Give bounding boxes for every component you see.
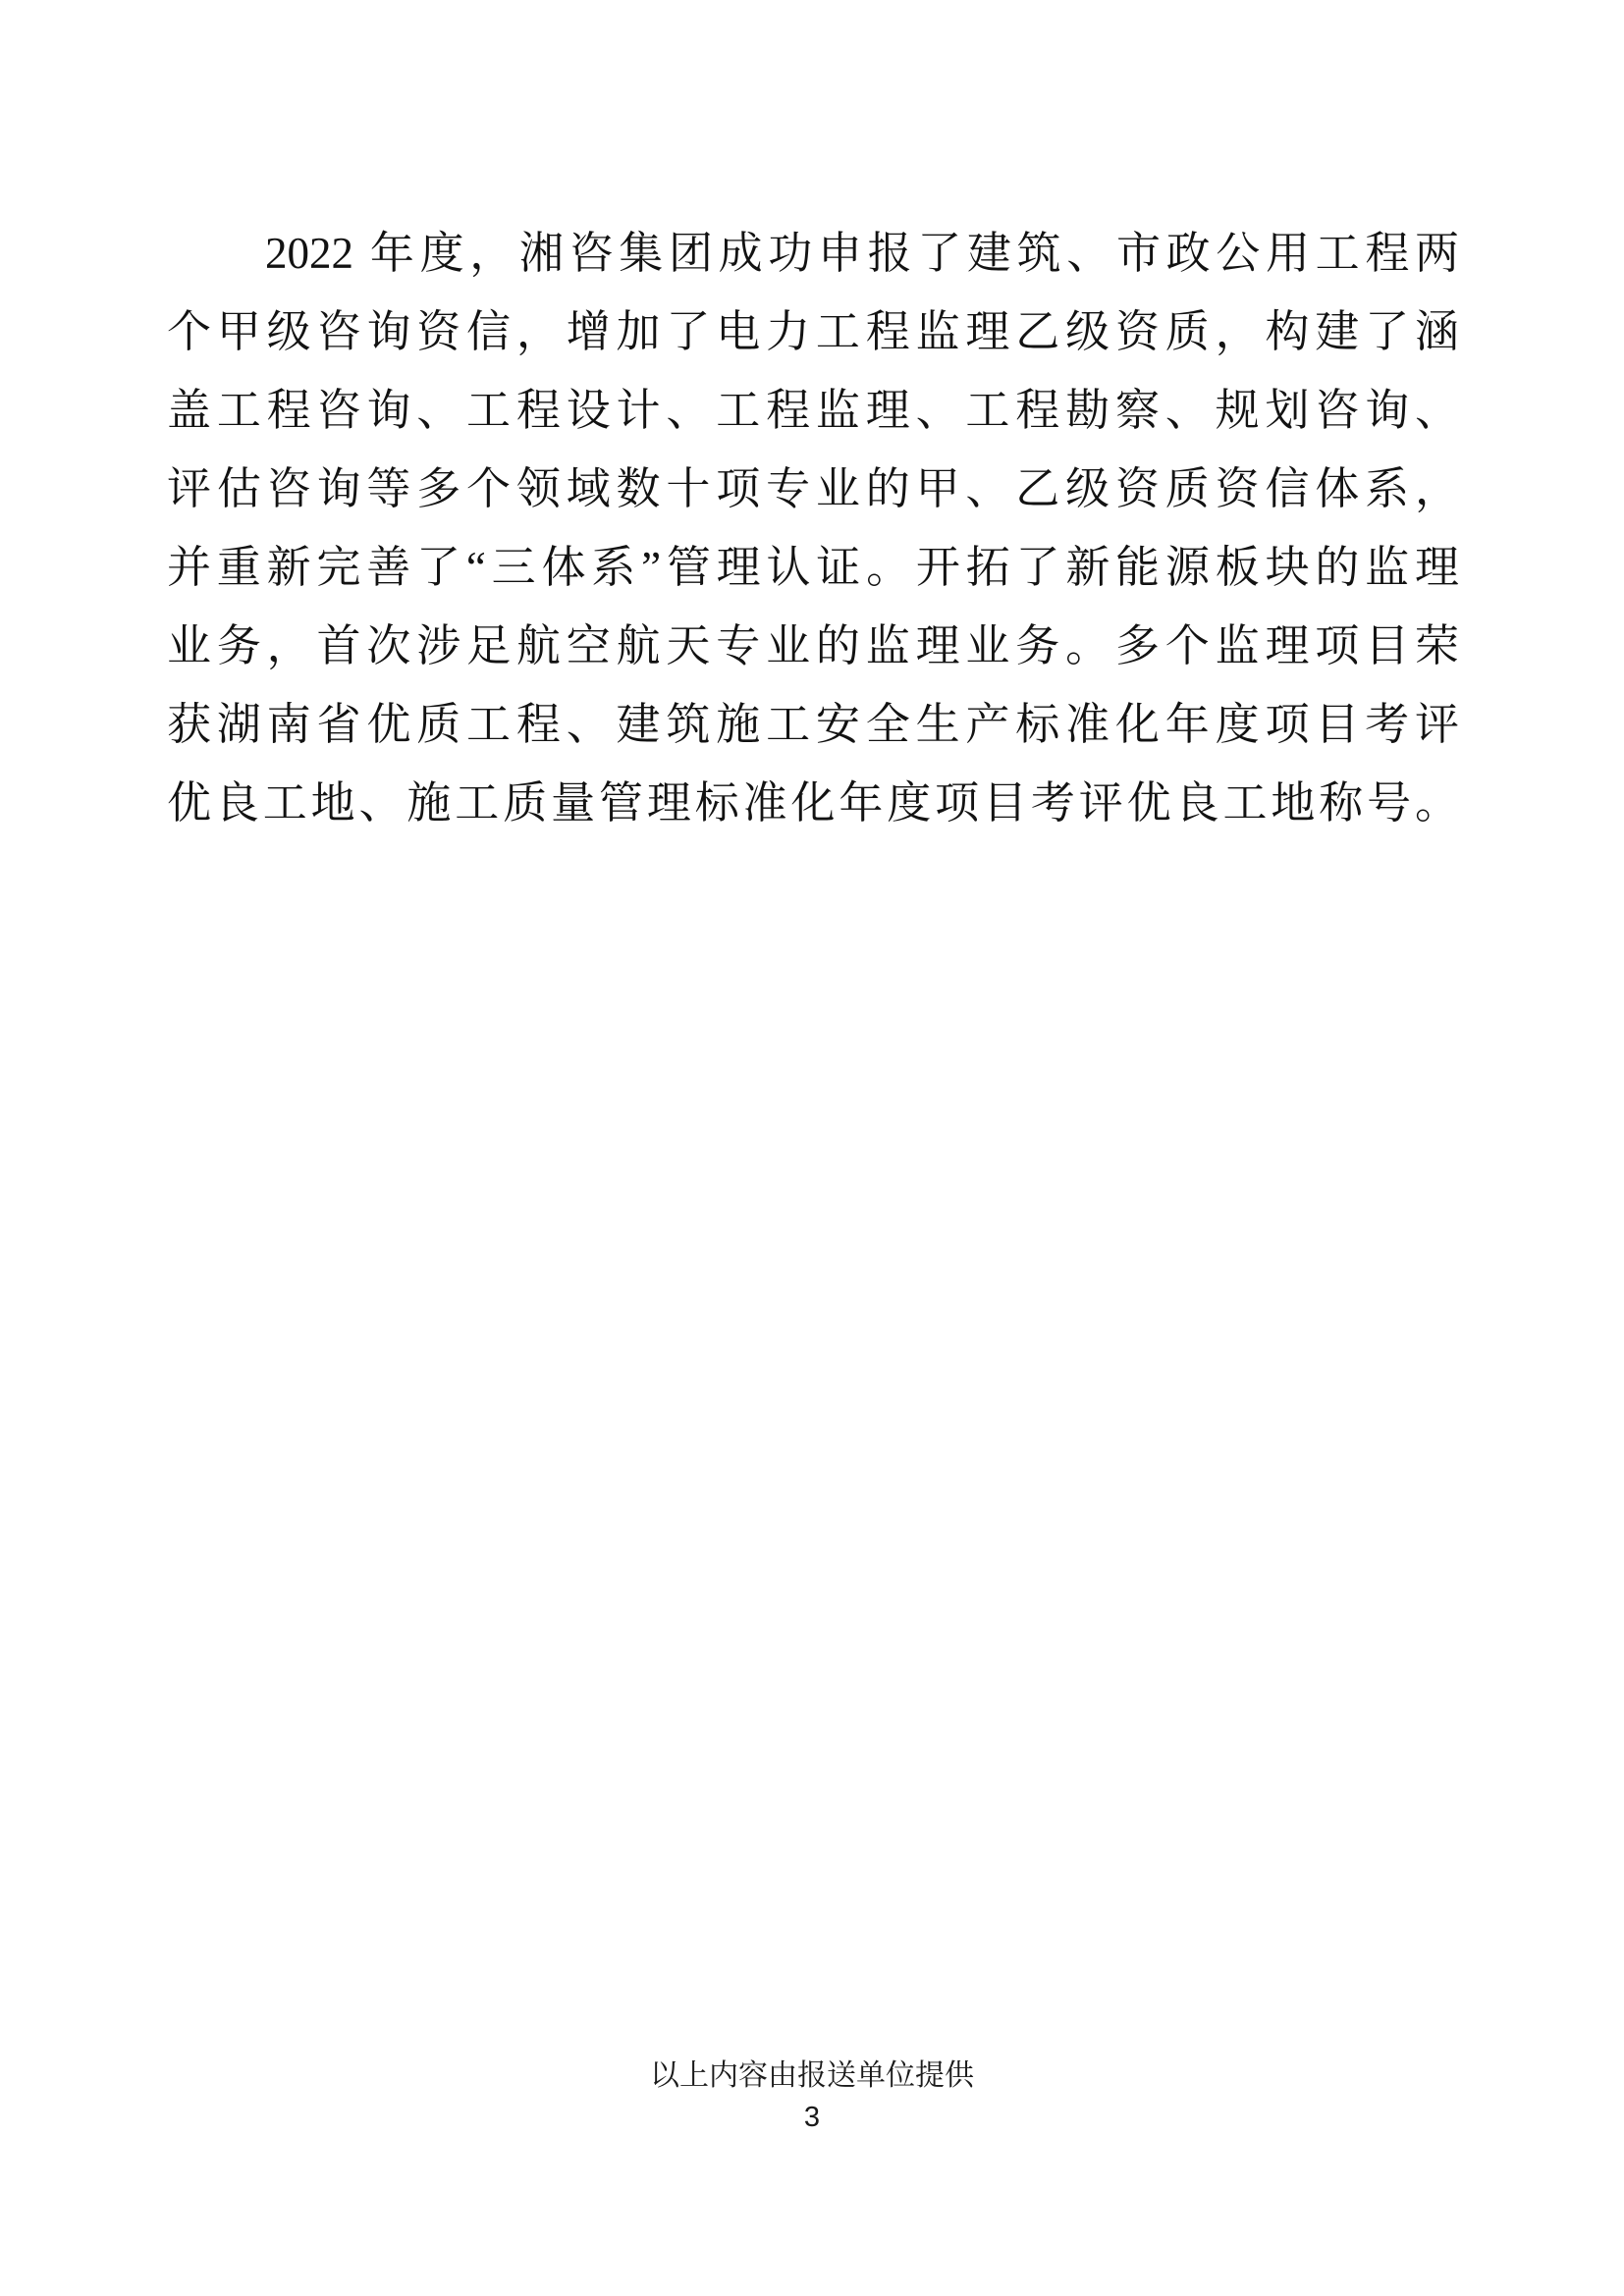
page-number: 3 <box>803 2102 821 2133</box>
paragraph-line: 盖工程咨询、工程设计、工程监理、工程勘察、规划咨询、 <box>167 386 1459 435</box>
paragraph-line: 个甲级咨询资信，增加了电力工程监理乙级资质，构建了涵 <box>167 307 1459 356</box>
paragraph-line: 评估咨询等多个领域数十项专业的甲、乙级资质资信体系， <box>167 464 1459 513</box>
footer-note: 以上内容由报送单位提供 <box>650 2059 974 2092</box>
paragraph-line: 业务，首次涉足航空航天专业的监理业务。多个监理项目荣 <box>167 621 1459 670</box>
paragraph-line: 优良工地、施工质量管理标准化年度项目考评优良工地称号。 <box>167 778 1459 828</box>
page-footer <box>0 2056 1624 2137</box>
paragraph-line: 并重新完善了“三体系”管理认证。开拓了新能源板块的监理 <box>167 543 1459 592</box>
paragraph-line: 2022 年度，湘咨集团成功申报了建筑、市政公用工程两 <box>265 229 1459 278</box>
body-paragraph <box>167 214 1459 842</box>
paragraph-line: 获湖南省优质工程、建筑施工安全生产标准化年度项目考评 <box>167 700 1459 749</box>
